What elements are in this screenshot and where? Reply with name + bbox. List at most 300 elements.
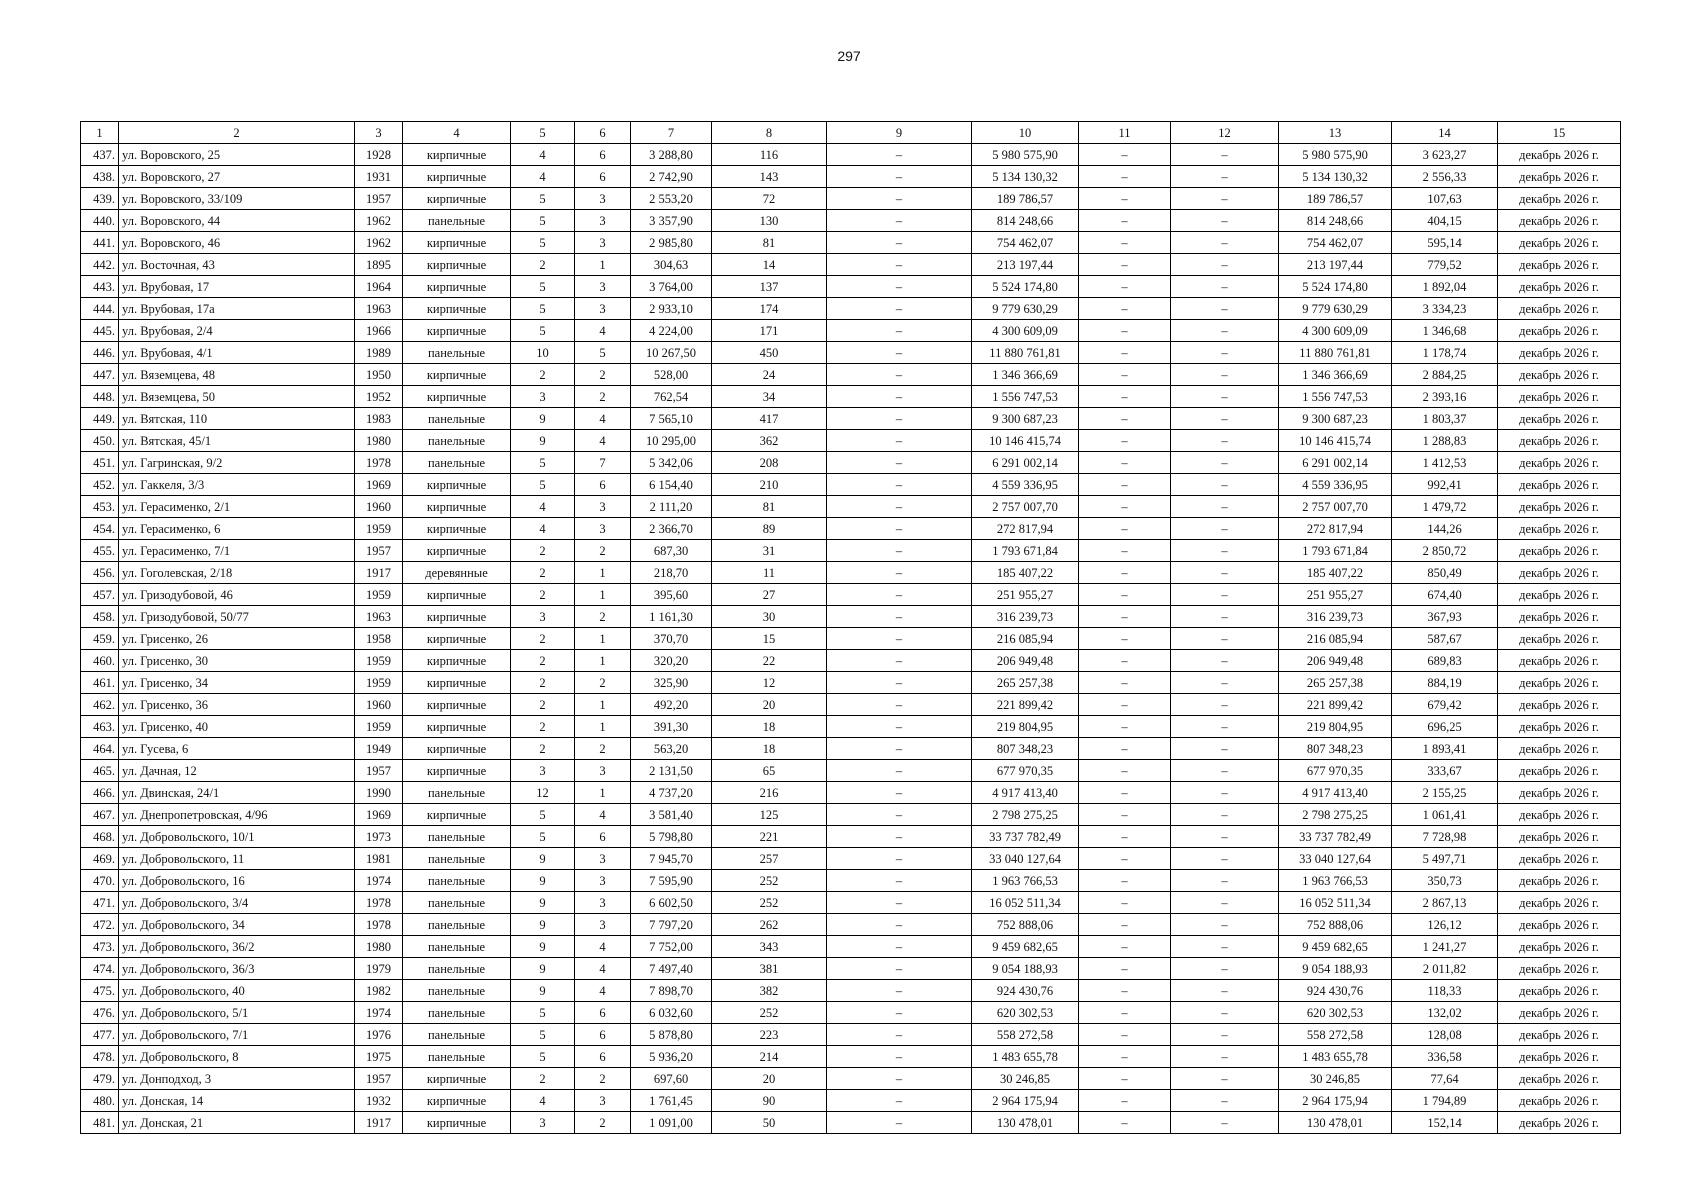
table-cell: 455. — [81, 540, 119, 562]
table-cell: 206 949,48 — [972, 650, 1079, 672]
table-cell: 2 — [575, 386, 631, 408]
table-cell: 1 — [575, 650, 631, 672]
table-cell: – — [827, 958, 972, 980]
table-cell: – — [1079, 166, 1171, 188]
table-cell: 5 134 130,32 — [972, 166, 1079, 188]
table-row — [81, 628, 1621, 650]
table-cell: 1917 — [355, 562, 403, 584]
table-cell: – — [827, 188, 972, 210]
table-cell: 116 — [712, 144, 827, 166]
table-cell: 189 786,57 — [972, 188, 1079, 210]
table-cell: 30 246,85 — [972, 1068, 1079, 1090]
table-row — [81, 298, 1621, 320]
table-cell: – — [1171, 540, 1279, 562]
table-cell: 265 257,38 — [1279, 672, 1392, 694]
page-number: 297 — [837, 48, 861, 64]
table-cell: 12 — [712, 672, 827, 694]
table-cell: – — [1171, 144, 1279, 166]
table-cell: 219 804,95 — [972, 716, 1079, 738]
table-cell: 437. — [81, 144, 119, 166]
column-header: 1 — [81, 122, 119, 144]
table-cell: – — [1079, 386, 1171, 408]
table-cell: 81 — [712, 232, 827, 254]
table-cell: ул. Добровольского, 5/1 — [119, 1002, 355, 1024]
table-cell: ул. Гризодубовой, 46 — [119, 584, 355, 606]
table-cell: 9 779 630,29 — [1279, 298, 1392, 320]
table-cell: – — [827, 540, 972, 562]
table-cell: 3 — [575, 232, 631, 254]
table-cell: 448. — [81, 386, 119, 408]
table-cell: – — [1079, 694, 1171, 716]
table-row — [81, 980, 1621, 1002]
table-cell: 814 248,66 — [972, 210, 1079, 232]
table-cell: 1974 — [355, 1002, 403, 1024]
table-cell: 4 300 609,09 — [1279, 320, 1392, 342]
table-cell: – — [827, 650, 972, 672]
table-cell: деревянные — [403, 562, 511, 584]
table-cell: декабрь 2026 г. — [1498, 408, 1621, 430]
table-cell: – — [1171, 188, 1279, 210]
table-cell: 461. — [81, 672, 119, 694]
table-cell: 404,15 — [1392, 210, 1498, 232]
table-cell: 474. — [81, 958, 119, 980]
table-cell: 5 524 174,80 — [1279, 276, 1392, 298]
table-cell: 446. — [81, 342, 119, 364]
table-cell: 5 — [511, 452, 575, 474]
table-cell: 33 737 782,49 — [972, 826, 1079, 848]
table-cell: декабрь 2026 г. — [1498, 1002, 1621, 1024]
table-cell: кирпичные — [403, 760, 511, 782]
table-cell: – — [1171, 892, 1279, 914]
table-cell: 320,20 — [631, 650, 712, 672]
table-cell: 7 — [575, 452, 631, 474]
table-cell: ул. Добровольского, 7/1 — [119, 1024, 355, 1046]
table-cell: 4 — [575, 430, 631, 452]
table-cell: – — [1079, 1112, 1171, 1134]
table-cell: 1931 — [355, 166, 403, 188]
table-cell: ул. Восточная, 43 — [119, 254, 355, 276]
table-cell: 3 — [575, 518, 631, 540]
table-cell: 6 — [575, 1002, 631, 1024]
table-cell: 1959 — [355, 650, 403, 672]
table-row — [81, 694, 1621, 716]
table-cell: 563,20 — [631, 738, 712, 760]
table-cell: 762,54 — [631, 386, 712, 408]
table-cell: 459. — [81, 628, 119, 650]
table-cell: 558 272,58 — [1279, 1024, 1392, 1046]
table-cell: декабрь 2026 г. — [1498, 430, 1621, 452]
table-cell: панельные — [403, 826, 511, 848]
table-row — [81, 254, 1621, 276]
table-cell: – — [1171, 606, 1279, 628]
table-cell: 152,14 — [1392, 1112, 1498, 1134]
table-cell: – — [1079, 1090, 1171, 1112]
table-cell: – — [1079, 892, 1171, 914]
table-cell: кирпичные — [403, 584, 511, 606]
table-cell: 325,90 — [631, 672, 712, 694]
table-cell: 107,63 — [1392, 188, 1498, 210]
table-cell: ул. Донская, 14 — [119, 1090, 355, 1112]
table-row — [81, 870, 1621, 892]
table-row — [81, 958, 1621, 980]
table-cell: – — [827, 1112, 972, 1134]
table-cell: 2 366,70 — [631, 518, 712, 540]
table-cell: 697,60 — [631, 1068, 712, 1090]
table-cell: 4 917 413,40 — [1279, 782, 1392, 804]
table-cell: 251 955,27 — [1279, 584, 1392, 606]
table-cell: 1978 — [355, 914, 403, 936]
table-cell: 214 — [712, 1046, 827, 1068]
table-cell: декабрь 2026 г. — [1498, 298, 1621, 320]
table-cell: 1 556 747,53 — [972, 386, 1079, 408]
table-cell: – — [1171, 474, 1279, 496]
table-cell: – — [827, 1024, 972, 1046]
table-cell: декабрь 2026 г. — [1498, 562, 1621, 584]
table-cell: ул. Грисенко, 40 — [119, 716, 355, 738]
table-cell: – — [1079, 1002, 1171, 1024]
table-cell: 417 — [712, 408, 827, 430]
table-cell: 1974 — [355, 870, 403, 892]
table-cell: 221 899,42 — [972, 694, 1079, 716]
table-row — [81, 518, 1621, 540]
table-cell: 216 085,94 — [972, 628, 1079, 650]
table-cell: 7 945,70 — [631, 848, 712, 870]
table-cell: ул. Днепропетровская, 4/96 — [119, 804, 355, 826]
table-cell: 362 — [712, 430, 827, 452]
table-cell: 2 — [511, 672, 575, 694]
table-cell: 2 393,16 — [1392, 386, 1498, 408]
table-cell: – — [827, 430, 972, 452]
table-cell: 3 581,40 — [631, 804, 712, 826]
table-cell: 9 054 188,93 — [972, 958, 1079, 980]
table-cell: – — [1171, 738, 1279, 760]
table-cell: декабрь 2026 г. — [1498, 848, 1621, 870]
table-cell: ул. Добровольского, 40 — [119, 980, 355, 1002]
table-row — [81, 320, 1621, 342]
table-cell: 470. — [81, 870, 119, 892]
table-cell: 2 — [575, 1068, 631, 1090]
table-cell: – — [1171, 650, 1279, 672]
table-cell: 221 899,42 — [1279, 694, 1392, 716]
table-cell: 10 — [511, 342, 575, 364]
column-header: 8 — [712, 122, 827, 144]
table-cell: 9 459 682,65 — [972, 936, 1079, 958]
table-cell: 1949 — [355, 738, 403, 760]
table-cell: – — [1079, 738, 1171, 760]
housing-table — [80, 121, 1621, 1134]
table-cell: – — [827, 760, 972, 782]
table-cell: декабрь 2026 г. — [1498, 518, 1621, 540]
table-cell: 10 146 415,74 — [1279, 430, 1392, 452]
table-row — [81, 496, 1621, 518]
table-cell: – — [1171, 518, 1279, 540]
column-header: 14 — [1392, 122, 1498, 144]
table-row — [81, 782, 1621, 804]
table-cell: 251 955,27 — [972, 584, 1079, 606]
table-row — [81, 364, 1621, 386]
table-cell: кирпичные — [403, 188, 511, 210]
table-cell: 1950 — [355, 364, 403, 386]
table-cell: – — [1171, 166, 1279, 188]
table-cell: 5 — [511, 474, 575, 496]
table-cell: декабрь 2026 г. — [1498, 166, 1621, 188]
table-cell: 2 964 175,94 — [972, 1090, 1079, 1112]
table-cell: – — [827, 584, 972, 606]
table-cell: – — [827, 342, 972, 364]
table-cell: 9 — [511, 870, 575, 892]
table-cell: 620 302,53 — [972, 1002, 1079, 1024]
table-cell: 469. — [81, 848, 119, 870]
table-cell: 7 752,00 — [631, 936, 712, 958]
table-cell: 992,41 — [1392, 474, 1498, 496]
table-cell: 5 342,06 — [631, 452, 712, 474]
table-cell: 6 291 002,14 — [972, 452, 1079, 474]
table-cell: 754 462,07 — [1279, 232, 1392, 254]
table-cell: 370,70 — [631, 628, 712, 650]
table-cell: декабрь 2026 г. — [1498, 606, 1621, 628]
table-cell: – — [1171, 452, 1279, 474]
table-cell: – — [1079, 760, 1171, 782]
table-cell: – — [1171, 496, 1279, 518]
table-cell: декабрь 2026 г. — [1498, 540, 1621, 562]
table-cell: ул. Врубовая, 4/1 — [119, 342, 355, 364]
table-cell: 814 248,66 — [1279, 210, 1392, 232]
table-cell: 3 — [575, 914, 631, 936]
table-cell: – — [1079, 848, 1171, 870]
table-cell: 3 — [575, 848, 631, 870]
table-cell: декабрь 2026 г. — [1498, 386, 1621, 408]
table-cell: ул. Вяземцева, 50 — [119, 386, 355, 408]
table-cell: 1989 — [355, 342, 403, 364]
table-row — [81, 188, 1621, 210]
table-cell: – — [1171, 1090, 1279, 1112]
table-cell: – — [827, 474, 972, 496]
table-cell: 5 — [511, 320, 575, 342]
table-cell: ул. Добровольского, 11 — [119, 848, 355, 870]
table-cell: 4 — [511, 518, 575, 540]
table-cell: 1 161,30 — [631, 606, 712, 628]
table-cell: 7 595,90 — [631, 870, 712, 892]
table-cell: – — [827, 936, 972, 958]
table-cell: 1 892,04 — [1392, 276, 1498, 298]
table-cell: 5 — [511, 826, 575, 848]
table-cell: – — [1079, 276, 1171, 298]
table-cell: ул. Добровольского, 3/4 — [119, 892, 355, 914]
table-cell: ул. Добровольского, 36/2 — [119, 936, 355, 958]
table-cell: 3 — [575, 188, 631, 210]
table-row — [81, 606, 1621, 628]
table-cell: – — [1171, 210, 1279, 232]
table-cell: ул. Гагринская, 9/2 — [119, 452, 355, 474]
table-cell: декабрь 2026 г. — [1498, 342, 1621, 364]
table-cell: – — [827, 1090, 972, 1112]
table-cell: 462. — [81, 694, 119, 716]
table-cell: – — [827, 144, 972, 166]
column-header: 10 — [972, 122, 1079, 144]
table-cell: – — [1171, 826, 1279, 848]
table-cell: декабрь 2026 г. — [1498, 210, 1621, 232]
table-cell: 4 — [575, 408, 631, 430]
table-cell: 1978 — [355, 452, 403, 474]
table-cell: 1990 — [355, 782, 403, 804]
table-cell: 4 — [511, 496, 575, 518]
table-cell: – — [1171, 408, 1279, 430]
table-cell: 1 803,37 — [1392, 408, 1498, 430]
table-cell: ул. Донская, 21 — [119, 1112, 355, 1134]
table-cell: 382 — [712, 980, 827, 1002]
table-cell: декабрь 2026 г. — [1498, 892, 1621, 914]
table-cell: 480. — [81, 1090, 119, 1112]
table-cell: – — [827, 1002, 972, 1024]
table-row — [81, 826, 1621, 848]
table-row — [81, 1002, 1621, 1024]
table-cell: 439. — [81, 188, 119, 210]
table-cell: 3 — [511, 606, 575, 628]
table-cell: 1980 — [355, 936, 403, 958]
table-cell: 18 — [712, 716, 827, 738]
table-cell: 1 061,41 — [1392, 804, 1498, 826]
table-cell: 595,14 — [1392, 232, 1498, 254]
table-cell: 528,00 — [631, 364, 712, 386]
table-cell: кирпичные — [403, 716, 511, 738]
table-cell: – — [1079, 562, 1171, 584]
table-cell: 689,83 — [1392, 650, 1498, 672]
table-cell: 65 — [712, 760, 827, 782]
table-cell: – — [1171, 782, 1279, 804]
column-header: 3 — [355, 122, 403, 144]
table-cell: – — [1171, 1046, 1279, 1068]
table-cell: панельные — [403, 980, 511, 1002]
table-cell: ул. Добровольского, 36/3 — [119, 958, 355, 980]
table-cell: – — [1171, 716, 1279, 738]
table-cell: 2 — [511, 584, 575, 606]
table-cell: 252 — [712, 1002, 827, 1024]
table-cell: 1978 — [355, 892, 403, 914]
table-cell: – — [1079, 584, 1171, 606]
table-cell: кирпичные — [403, 166, 511, 188]
table-cell: 5 936,20 — [631, 1046, 712, 1068]
column-header: 12 — [1171, 122, 1279, 144]
table-cell: 2 757 007,70 — [1279, 496, 1392, 518]
table-cell: 2 553,20 — [631, 188, 712, 210]
table-cell: ул. Герасименко, 6 — [119, 518, 355, 540]
column-header: 6 — [575, 122, 631, 144]
table-cell: 2 798 275,25 — [972, 804, 1079, 826]
table-cell: кирпичные — [403, 694, 511, 716]
table-cell: 449. — [81, 408, 119, 430]
table-cell: – — [1079, 188, 1171, 210]
table-cell: – — [827, 298, 972, 320]
table-cell: 5 — [511, 210, 575, 232]
table-cell: 11 880 761,81 — [972, 342, 1079, 364]
table-cell: 7 797,20 — [631, 914, 712, 936]
table-cell: 1960 — [355, 694, 403, 716]
table-cell: 132,02 — [1392, 1002, 1498, 1024]
table-cell: 5 — [511, 232, 575, 254]
table-cell: 11 — [712, 562, 827, 584]
table-cell: ул. Воровского, 44 — [119, 210, 355, 232]
table-cell: – — [827, 628, 972, 650]
table-cell: ул. Грисенко, 34 — [119, 672, 355, 694]
table-cell: 1963 — [355, 298, 403, 320]
table-cell: панельные — [403, 210, 511, 232]
table-cell: ул. Герасименко, 7/1 — [119, 540, 355, 562]
table-cell: 137 — [712, 276, 827, 298]
table-cell: 754 462,07 — [972, 232, 1079, 254]
table-cell: 316 239,73 — [1279, 606, 1392, 628]
table-cell: 130 478,01 — [1279, 1112, 1392, 1134]
table-cell: ул. Врубовая, 17 — [119, 276, 355, 298]
table-cell: 807 348,23 — [1279, 738, 1392, 760]
table-cell: ул. Дачная, 12 — [119, 760, 355, 782]
table-cell: 456. — [81, 562, 119, 584]
table-cell: 752 888,06 — [1279, 914, 1392, 936]
table-cell: 2 757 007,70 — [972, 496, 1079, 518]
table-cell: – — [827, 232, 972, 254]
table-cell: 3 334,23 — [1392, 298, 1498, 320]
table-cell: 2 — [511, 540, 575, 562]
table-cell: кирпичные — [403, 1068, 511, 1090]
table-cell: 2 131,50 — [631, 760, 712, 782]
table-cell: 4 737,20 — [631, 782, 712, 804]
table-cell: 1957 — [355, 188, 403, 210]
header-row — [81, 122, 1621, 144]
table-cell: 442. — [81, 254, 119, 276]
table-cell: 6 — [575, 166, 631, 188]
table-cell: 5 798,80 — [631, 826, 712, 848]
table-cell: 1932 — [355, 1090, 403, 1112]
table-cell: 7 898,70 — [631, 980, 712, 1002]
table-cell: панельные — [403, 936, 511, 958]
table-cell: ул. Вяземцева, 48 — [119, 364, 355, 386]
table-cell: 779,52 — [1392, 254, 1498, 276]
table-cell: 3 357,90 — [631, 210, 712, 232]
table-cell: – — [1079, 364, 1171, 386]
table-cell: 7 728,98 — [1392, 826, 1498, 848]
table-cell: 5 524 174,80 — [972, 276, 1079, 298]
table-cell: 450 — [712, 342, 827, 364]
table-row — [81, 276, 1621, 298]
table-cell: – — [1079, 826, 1171, 848]
table-row — [81, 804, 1621, 826]
table-cell: 189 786,57 — [1279, 188, 1392, 210]
table-cell: 4 — [511, 166, 575, 188]
table-cell: – — [827, 562, 972, 584]
table-cell: панельные — [403, 1024, 511, 1046]
table-cell: декабрь 2026 г. — [1498, 1024, 1621, 1046]
table-cell: кирпичные — [403, 672, 511, 694]
table-cell: 1 412,53 — [1392, 452, 1498, 474]
table-cell: 4 — [511, 144, 575, 166]
table-cell: 1960 — [355, 496, 403, 518]
table-cell: декабрь 2026 г. — [1498, 760, 1621, 782]
table-cell: 174 — [712, 298, 827, 320]
table-cell: 12 — [511, 782, 575, 804]
table-cell: 850,49 — [1392, 562, 1498, 584]
table-cell: – — [1079, 1046, 1171, 1068]
table-cell: 9 — [511, 848, 575, 870]
table-cell: 6 — [575, 1024, 631, 1046]
column-header: 2 — [119, 122, 355, 144]
table-cell: – — [1171, 584, 1279, 606]
table-cell: – — [827, 408, 972, 430]
table-cell: кирпичные — [403, 474, 511, 496]
table-cell: 467. — [81, 804, 119, 826]
table-cell: декабрь 2026 г. — [1498, 694, 1621, 716]
table-cell: – — [827, 848, 972, 870]
table-cell: декабрь 2026 г. — [1498, 320, 1621, 342]
table-cell: – — [827, 386, 972, 408]
